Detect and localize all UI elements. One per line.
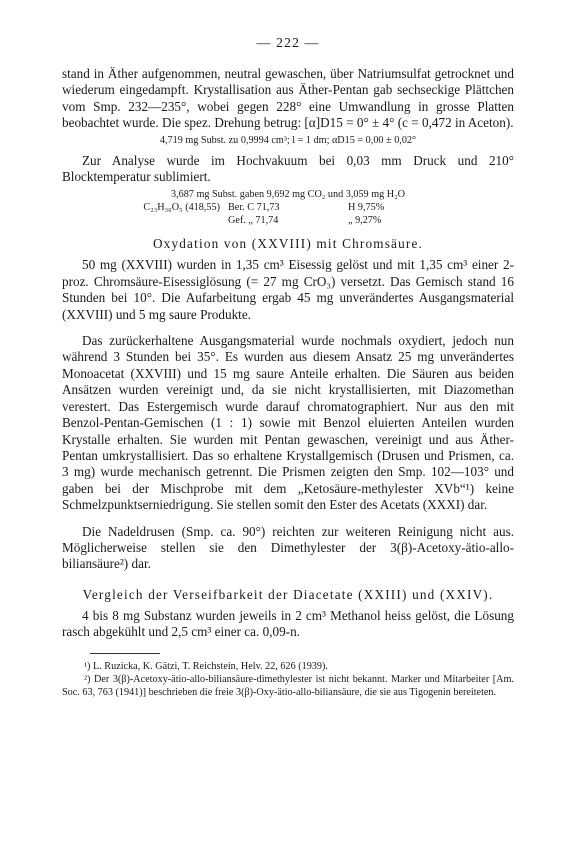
footnote-divider bbox=[90, 653, 160, 654]
analysis-calculated-h: H 9,75% bbox=[348, 202, 385, 214]
analysis-found-c: Gef. „ 71,74 bbox=[228, 215, 279, 227]
analysis-calculated-c: Ber. C 71,73 bbox=[228, 202, 280, 214]
analysis-formula: C₂₃H₃₀O₅ (418,55) bbox=[143, 202, 220, 214]
measurement-line: 4,719 mg Subst. zu 0,9994 cm³; l = 1 dm; αD15 = 0,00 ± 0,02° bbox=[159, 134, 417, 146]
document-page bbox=[62, 36, 514, 699]
paragraph-6: 4 bis 8 mg Substanz wurden jeweils in 2 cm³ Methanol heiss gelöst, die Lösung rasch abgekühlt und 2,5 cm³ einer ca. 0,09-n. bbox=[62, 607, 514, 640]
section-heading-verseifbarkeit: Vergleich der Verseifbarkeit der Diacetate (XXIII) und (XXIV). bbox=[82, 586, 494, 602]
paragraph-3: 50 mg (XXVIII) wurden in 1,35 cm³ Eisessig gelöst und mit 1,35 cm³ einer 2-proz. Chromsäure-Eisessiglösung (= 27 mg CrO₃) versetzt. Das Gemisch stand 16 Stunden bei 10°. Die Aufarbeitung ergab 45 mg unverändertes Ausgangsmaterial (XXVIII) und 5 mg saure Produkte. bbox=[62, 257, 514, 322]
paragraph-1: stand in Äther aufgenommen, neutral gewaschen, über Natriumsulfat getrocknet und wiederum eingedampft. Krystallisation aus Äther-Pentan gab sechseckige Plättchen vom Smp. 232—235°, wobei gegen 228° eine Umwandlung in grosse Platten beobachtet wurde. Die spez. Drehung betrug: [α]D15 = 0° ± 4° (c = 0,472 in Aceton). bbox=[62, 66, 514, 131]
page-number: — 222 — bbox=[256, 36, 320, 51]
elemental-analysis bbox=[62, 188, 514, 227]
analysis-found-h: „ 9,27% bbox=[348, 215, 382, 227]
paragraph-4: Das zurückerhaltene Ausgangsmaterial wurde nochmals oxydiert, jedoch nun während 3 Stunden bei 35°. Es wurden aus diesem Ansatz 25 mg unverändertes Monoacetat (XXVIII) und 15 mg saure Anteile erhalten. Die Säuren aus beiden Ansätzen wurden vereinigt und, da sie nicht krystallisierten, mit Diazomethan verestert. Das Estergemisch wurde darauf chromatographiert. Nur aus den mit Benzol-Pentan-Gemischen (1 : 1) sowie mit Benzol eluierten Anteilen wurden Krystalle erhalten. Sie wurden mit Pentan gewaschen, vereinigt und aus Äther-Pentan umkrystallisiert. Das so erhaltene Krystallgemisch (Drusen und Prismen, ca. 3 mg) wurde mechanisch getrennt. Die Prismen zeigten den Smp. 102—103° und gaben bei der Mischprobe mit dem „Ketosäure-methylester XVb“¹) keine Schmelzpunktserniedrigung. Sie stellen somit den Ester des Acetats (XXXI) dar. bbox=[62, 333, 514, 513]
footnote-1: ¹) L. Ruzicka, K. Gätzi, T. Reichstein, Helv. 22, 626 (1939). bbox=[84, 660, 328, 672]
paragraph-5: Die Nadeldrusen (Smp. ca. 90°) reichten zur weiteren Reinigung nicht aus. Möglicherweise stellen sie den Dimethylester der 3(β)-Acetoxy-ätio-allo-biliansäure²) dar. bbox=[62, 523, 514, 572]
analysis-sample-line: 3,687 mg Subst. gaben 9,692 mg CO₂ und 3,059 mg H₂O bbox=[170, 189, 406, 201]
footnote-2: ²) Der 3(β)-Acetoxy-ätio-allo-biliansäure-dimethylester ist nicht bekannt. Marker und Mitarbeiter [Am. Soc. 63, 763 (1941)] beschrieben die freie 3(β)-Oxy-ätio-allo-biliansäure, die sie aus Tigogenin bereiteten. bbox=[62, 673, 514, 698]
section-heading-oxydation: Oxydation von (XXVIII) mit Chromsäure. bbox=[152, 236, 424, 252]
paragraph-2: Zur Analyse wurde im Hochvakuum bei 0,03 mm Druck und 210° Blocktemperatur sublimiert. bbox=[62, 152, 514, 185]
analysis-found-row bbox=[62, 214, 514, 227]
analysis-calculated-row bbox=[62, 201, 514, 214]
